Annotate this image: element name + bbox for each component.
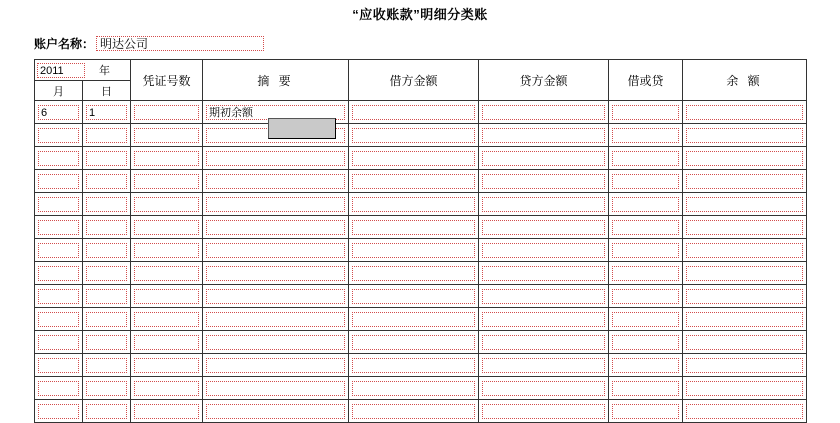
year-header-cell bbox=[35, 60, 131, 81]
cell-summary-wrap bbox=[203, 331, 349, 354]
cell-day[interactable] bbox=[86, 312, 127, 327]
cell-debit-wrap bbox=[349, 400, 479, 423]
cell-balance-wrap bbox=[683, 354, 807, 377]
cell-day[interactable] bbox=[86, 197, 127, 212]
cell-voucher-wrap bbox=[131, 239, 203, 262]
cell-direction[interactable] bbox=[612, 335, 679, 350]
cell-credit-wrap bbox=[479, 193, 609, 216]
cell-direction-wrap bbox=[609, 308, 683, 331]
cell-balance[interactable] bbox=[686, 105, 803, 120]
cell-month[interactable]: 6 bbox=[38, 105, 79, 120]
cell-credit[interactable] bbox=[482, 266, 605, 281]
cell-day[interactable] bbox=[86, 266, 127, 281]
cell-summary[interactable] bbox=[206, 404, 345, 419]
cell-summary[interactable] bbox=[206, 174, 345, 189]
cell-credit-wrap bbox=[479, 216, 609, 239]
cell-voucher[interactable] bbox=[134, 151, 199, 166]
cell-day-wrap bbox=[83, 400, 131, 423]
cell-month[interactable] bbox=[38, 404, 79, 419]
cell-credit-wrap bbox=[479, 124, 609, 147]
cell-day-wrap bbox=[83, 285, 131, 308]
cell-direction[interactable] bbox=[612, 105, 679, 120]
table-row bbox=[35, 101, 807, 124]
cell-debit[interactable] bbox=[352, 266, 475, 281]
cell-month[interactable] bbox=[38, 174, 79, 189]
cell-credit-wrap bbox=[479, 170, 609, 193]
cell-credit-wrap bbox=[479, 308, 609, 331]
cell-day[interactable] bbox=[86, 358, 127, 373]
cell-direction[interactable] bbox=[612, 197, 679, 212]
cell-debit-wrap bbox=[349, 124, 479, 147]
cell-direction-wrap bbox=[609, 354, 683, 377]
table-row bbox=[35, 239, 807, 262]
cell-month-wrap bbox=[35, 239, 83, 262]
cell-credit[interactable] bbox=[482, 197, 605, 212]
cell-summary[interactable] bbox=[206, 243, 345, 258]
cell-summary[interactable] bbox=[206, 220, 345, 235]
cell-balance-wrap bbox=[683, 308, 807, 331]
selection-overlay-box[interactable] bbox=[268, 118, 336, 139]
cell-direction-wrap bbox=[609, 147, 683, 170]
cell-day[interactable] bbox=[86, 151, 127, 166]
cell-summary-wrap bbox=[203, 170, 349, 193]
cell-balance[interactable] bbox=[686, 335, 803, 350]
cell-day[interactable] bbox=[86, 289, 127, 304]
cell-credit[interactable] bbox=[482, 404, 605, 419]
cell-month-wrap bbox=[35, 400, 83, 423]
cell-month[interactable] bbox=[38, 151, 79, 166]
cell-month-wrap bbox=[35, 308, 83, 331]
cell-voucher[interactable] bbox=[134, 105, 199, 120]
cell-debit-wrap bbox=[349, 216, 479, 239]
cell-credit-wrap bbox=[479, 147, 609, 170]
cell-voucher-wrap bbox=[131, 285, 203, 308]
cell-voucher[interactable] bbox=[134, 266, 199, 281]
cell-direction[interactable] bbox=[612, 128, 679, 143]
cell-credit[interactable] bbox=[482, 243, 605, 258]
cell-balance[interactable] bbox=[686, 404, 803, 419]
cell-day-wrap bbox=[83, 193, 131, 216]
cell-summary[interactable] bbox=[206, 151, 345, 166]
cell-balance-wrap bbox=[683, 147, 807, 170]
cell-direction[interactable] bbox=[612, 289, 679, 304]
column-header-direction: 借或贷 bbox=[609, 60, 683, 101]
table-header-row-1 bbox=[35, 60, 807, 81]
cell-direction[interactable] bbox=[612, 243, 679, 258]
cell-debit-wrap bbox=[349, 101, 479, 124]
page-title: “应收账款”明细分类账 bbox=[352, 7, 488, 22]
cell-credit[interactable] bbox=[482, 335, 605, 350]
cell-balance[interactable] bbox=[686, 381, 803, 396]
table-row bbox=[35, 216, 807, 239]
cell-balance-wrap bbox=[683, 193, 807, 216]
cell-day-wrap bbox=[83, 262, 131, 285]
cell-summary-wrap bbox=[203, 308, 349, 331]
cell-voucher[interactable] bbox=[134, 174, 199, 189]
cell-summary-wrap bbox=[203, 147, 349, 170]
cell-debit[interactable] bbox=[352, 381, 475, 396]
cell-debit-wrap bbox=[349, 170, 479, 193]
table-row bbox=[35, 262, 807, 285]
column-header-balance: 余 额 bbox=[683, 60, 807, 101]
cell-debit[interactable] bbox=[352, 151, 475, 166]
cell-day-wrap bbox=[83, 354, 131, 377]
cell-voucher-wrap bbox=[131, 262, 203, 285]
cell-direction-wrap bbox=[609, 216, 683, 239]
column-header-month: 月 bbox=[35, 81, 83, 101]
cell-summary-wrap bbox=[203, 400, 349, 423]
cell-month[interactable] bbox=[38, 289, 79, 304]
cell-summary-wrap bbox=[203, 285, 349, 308]
cell-balance-wrap bbox=[683, 400, 807, 423]
column-header-credit: 贷方金额 bbox=[479, 60, 609, 101]
cell-debit-wrap bbox=[349, 239, 479, 262]
cell-month[interactable] bbox=[38, 266, 79, 281]
table-row bbox=[35, 308, 807, 331]
cell-balance[interactable] bbox=[686, 174, 803, 189]
cell-summary-wrap bbox=[203, 354, 349, 377]
account-name-input[interactable]: 明达公司 bbox=[96, 36, 264, 51]
cell-balance[interactable] bbox=[686, 151, 803, 166]
cell-day-wrap bbox=[83, 101, 131, 124]
cell-credit[interactable] bbox=[482, 220, 605, 235]
cell-debit[interactable] bbox=[352, 335, 475, 350]
cell-balance[interactable] bbox=[686, 289, 803, 304]
cell-balance-wrap bbox=[683, 124, 807, 147]
cell-credit-wrap bbox=[479, 285, 609, 308]
cell-debit[interactable] bbox=[352, 289, 475, 304]
cell-month-wrap bbox=[35, 331, 83, 354]
cell-day-wrap bbox=[83, 377, 131, 400]
cell-balance-wrap bbox=[683, 216, 807, 239]
cell-voucher-wrap bbox=[131, 377, 203, 400]
cell-credit[interactable] bbox=[482, 289, 605, 304]
cell-voucher-wrap bbox=[131, 354, 203, 377]
cell-summary[interactable] bbox=[206, 266, 345, 281]
cell-debit[interactable] bbox=[352, 220, 475, 235]
cell-month[interactable] bbox=[38, 381, 79, 396]
cell-credit-wrap bbox=[479, 262, 609, 285]
cell-balance[interactable] bbox=[686, 220, 803, 235]
cell-voucher-wrap bbox=[131, 216, 203, 239]
cell-direction[interactable] bbox=[612, 381, 679, 396]
cell-summary-wrap bbox=[203, 377, 349, 400]
cell-voucher[interactable] bbox=[134, 243, 199, 258]
cell-direction-wrap bbox=[609, 124, 683, 147]
cell-direction-wrap bbox=[609, 285, 683, 308]
cell-direction[interactable] bbox=[612, 220, 679, 235]
cell-summary-wrap bbox=[203, 262, 349, 285]
cell-debit[interactable] bbox=[352, 404, 475, 419]
cell-direction[interactable] bbox=[612, 174, 679, 189]
cell-voucher-wrap bbox=[131, 170, 203, 193]
cell-credit[interactable] bbox=[482, 358, 605, 373]
column-header-voucher: 凭证号数 bbox=[131, 60, 203, 101]
cell-month-wrap bbox=[35, 193, 83, 216]
cell-credit-wrap bbox=[479, 101, 609, 124]
cell-summary[interactable] bbox=[206, 197, 345, 212]
cell-month[interactable] bbox=[38, 358, 79, 373]
cell-day[interactable] bbox=[86, 381, 127, 396]
cell-direction-wrap bbox=[609, 170, 683, 193]
cell-voucher[interactable] bbox=[134, 312, 199, 327]
cell-credit[interactable] bbox=[482, 312, 605, 327]
cell-day[interactable] bbox=[86, 174, 127, 189]
cell-day[interactable]: 1 bbox=[86, 105, 127, 120]
cell-day-wrap bbox=[83, 147, 131, 170]
cell-summary[interactable] bbox=[206, 289, 345, 304]
table-row bbox=[35, 400, 807, 423]
cell-day-wrap bbox=[83, 331, 131, 354]
cell-balance-wrap bbox=[683, 170, 807, 193]
cell-debit[interactable] bbox=[352, 105, 475, 120]
cell-balance-wrap bbox=[683, 262, 807, 285]
cell-voucher[interactable] bbox=[134, 128, 199, 143]
table-row bbox=[35, 354, 807, 377]
cell-debit[interactable] bbox=[352, 312, 475, 327]
cell-credit-wrap bbox=[479, 400, 609, 423]
cell-debit-wrap bbox=[349, 308, 479, 331]
cell-month[interactable] bbox=[38, 243, 79, 258]
column-header-day: 日 bbox=[83, 81, 131, 101]
cell-day-wrap bbox=[83, 308, 131, 331]
cell-month-wrap bbox=[35, 170, 83, 193]
cell-balance-wrap bbox=[683, 239, 807, 262]
cell-debit-wrap bbox=[349, 354, 479, 377]
cell-day-wrap bbox=[83, 170, 131, 193]
cell-balance-wrap bbox=[683, 285, 807, 308]
cell-direction[interactable] bbox=[612, 358, 679, 373]
cell-direction[interactable] bbox=[612, 312, 679, 327]
cell-month-wrap bbox=[35, 354, 83, 377]
cell-credit-wrap bbox=[479, 239, 609, 262]
cell-direction-wrap bbox=[609, 331, 683, 354]
cell-debit[interactable] bbox=[352, 128, 475, 143]
cell-day[interactable] bbox=[86, 243, 127, 258]
cell-voucher[interactable] bbox=[134, 220, 199, 235]
cell-month[interactable] bbox=[38, 220, 79, 235]
cell-voucher-wrap bbox=[131, 193, 203, 216]
ledger-table bbox=[34, 59, 807, 423]
cell-voucher-wrap bbox=[131, 400, 203, 423]
cell-summary-wrap bbox=[203, 239, 349, 262]
cell-balance[interactable] bbox=[686, 358, 803, 373]
cell-voucher[interactable] bbox=[134, 335, 199, 350]
cell-credit[interactable] bbox=[482, 381, 605, 396]
cell-balance[interactable] bbox=[686, 128, 803, 143]
cell-summary[interactable] bbox=[206, 381, 345, 396]
year-label: 年 bbox=[99, 65, 110, 77]
cell-credit[interactable] bbox=[482, 174, 605, 189]
cell-credit[interactable] bbox=[482, 151, 605, 166]
cell-direction-wrap bbox=[609, 101, 683, 124]
cell-voucher-wrap bbox=[131, 147, 203, 170]
cell-month-wrap bbox=[35, 124, 83, 147]
cell-balance[interactable] bbox=[686, 197, 803, 212]
cell-month[interactable] bbox=[38, 128, 79, 143]
cell-balance[interactable] bbox=[686, 266, 803, 281]
cell-voucher[interactable] bbox=[134, 289, 199, 304]
account-name-label: 账户名称： bbox=[34, 37, 95, 51]
cell-credit-wrap bbox=[479, 331, 609, 354]
cell-balance-wrap bbox=[683, 101, 807, 124]
cell-balance[interactable] bbox=[686, 243, 803, 258]
cell-summary[interactable] bbox=[206, 358, 345, 373]
cell-credit-wrap bbox=[479, 354, 609, 377]
cell-debit[interactable] bbox=[352, 243, 475, 258]
table-row bbox=[35, 285, 807, 308]
cell-month-wrap bbox=[35, 285, 83, 308]
cell-month[interactable] bbox=[38, 197, 79, 212]
cell-day[interactable] bbox=[86, 220, 127, 235]
table-row bbox=[35, 331, 807, 354]
column-header-summary: 摘 要 bbox=[203, 60, 349, 101]
cell-debit-wrap bbox=[349, 377, 479, 400]
table-row bbox=[35, 170, 807, 193]
cell-summary[interactable]: 期初余额 bbox=[206, 105, 345, 120]
cell-day-wrap bbox=[83, 216, 131, 239]
cell-balance-wrap bbox=[683, 331, 807, 354]
cell-direction-wrap bbox=[609, 377, 683, 400]
cell-direction-wrap bbox=[609, 400, 683, 423]
cell-summary-wrap bbox=[203, 193, 349, 216]
cell-direction[interactable] bbox=[612, 151, 679, 166]
cell-balance-wrap bbox=[683, 377, 807, 400]
cell-debit[interactable] bbox=[352, 197, 475, 212]
cell-month-wrap bbox=[35, 262, 83, 285]
cell-debit[interactable] bbox=[352, 174, 475, 189]
cell-voucher-wrap bbox=[131, 308, 203, 331]
cell-balance[interactable] bbox=[686, 312, 803, 327]
cell-direction[interactable] bbox=[612, 266, 679, 281]
cell-month-wrap bbox=[35, 216, 83, 239]
cell-voucher[interactable] bbox=[134, 197, 199, 212]
cell-direction-wrap bbox=[609, 239, 683, 262]
cell-direction-wrap bbox=[609, 193, 683, 216]
cell-debit-wrap bbox=[349, 285, 479, 308]
cell-debit-wrap bbox=[349, 147, 479, 170]
cell-day[interactable] bbox=[86, 404, 127, 419]
cell-voucher[interactable] bbox=[134, 358, 199, 373]
year-input[interactable]: 2011 bbox=[37, 63, 85, 78]
cell-month[interactable] bbox=[38, 312, 79, 327]
cell-summary[interactable] bbox=[206, 335, 345, 350]
cell-credit[interactable] bbox=[482, 105, 605, 120]
cell-summary[interactable] bbox=[206, 312, 345, 327]
column-header-debit: 借方金额 bbox=[349, 60, 479, 101]
cell-month-wrap bbox=[35, 147, 83, 170]
cell-voucher-wrap bbox=[131, 331, 203, 354]
account-name-row bbox=[34, 35, 840, 52]
cell-day[interactable] bbox=[86, 335, 127, 350]
cell-credit[interactable] bbox=[482, 128, 605, 143]
cell-voucher-wrap bbox=[131, 101, 203, 124]
cell-debit-wrap bbox=[349, 262, 479, 285]
table-row bbox=[35, 147, 807, 170]
cell-credit-wrap bbox=[479, 377, 609, 400]
cell-month-wrap bbox=[35, 101, 83, 124]
cell-voucher-wrap bbox=[131, 124, 203, 147]
cell-summary-wrap bbox=[203, 216, 349, 239]
cell-direction-wrap bbox=[609, 262, 683, 285]
cell-debit[interactable] bbox=[352, 358, 475, 373]
table-row bbox=[35, 377, 807, 400]
cell-day-wrap bbox=[83, 239, 131, 262]
cell-debit-wrap bbox=[349, 331, 479, 354]
cell-month[interactable] bbox=[38, 335, 79, 350]
cell-day-wrap bbox=[83, 124, 131, 147]
cell-voucher[interactable] bbox=[134, 381, 199, 396]
table-row bbox=[35, 124, 807, 147]
cell-direction[interactable] bbox=[612, 404, 679, 419]
cell-day[interactable] bbox=[86, 128, 127, 143]
cell-month-wrap bbox=[35, 377, 83, 400]
cell-debit-wrap bbox=[349, 193, 479, 216]
cell-voucher[interactable] bbox=[134, 404, 199, 419]
table-row bbox=[35, 193, 807, 216]
